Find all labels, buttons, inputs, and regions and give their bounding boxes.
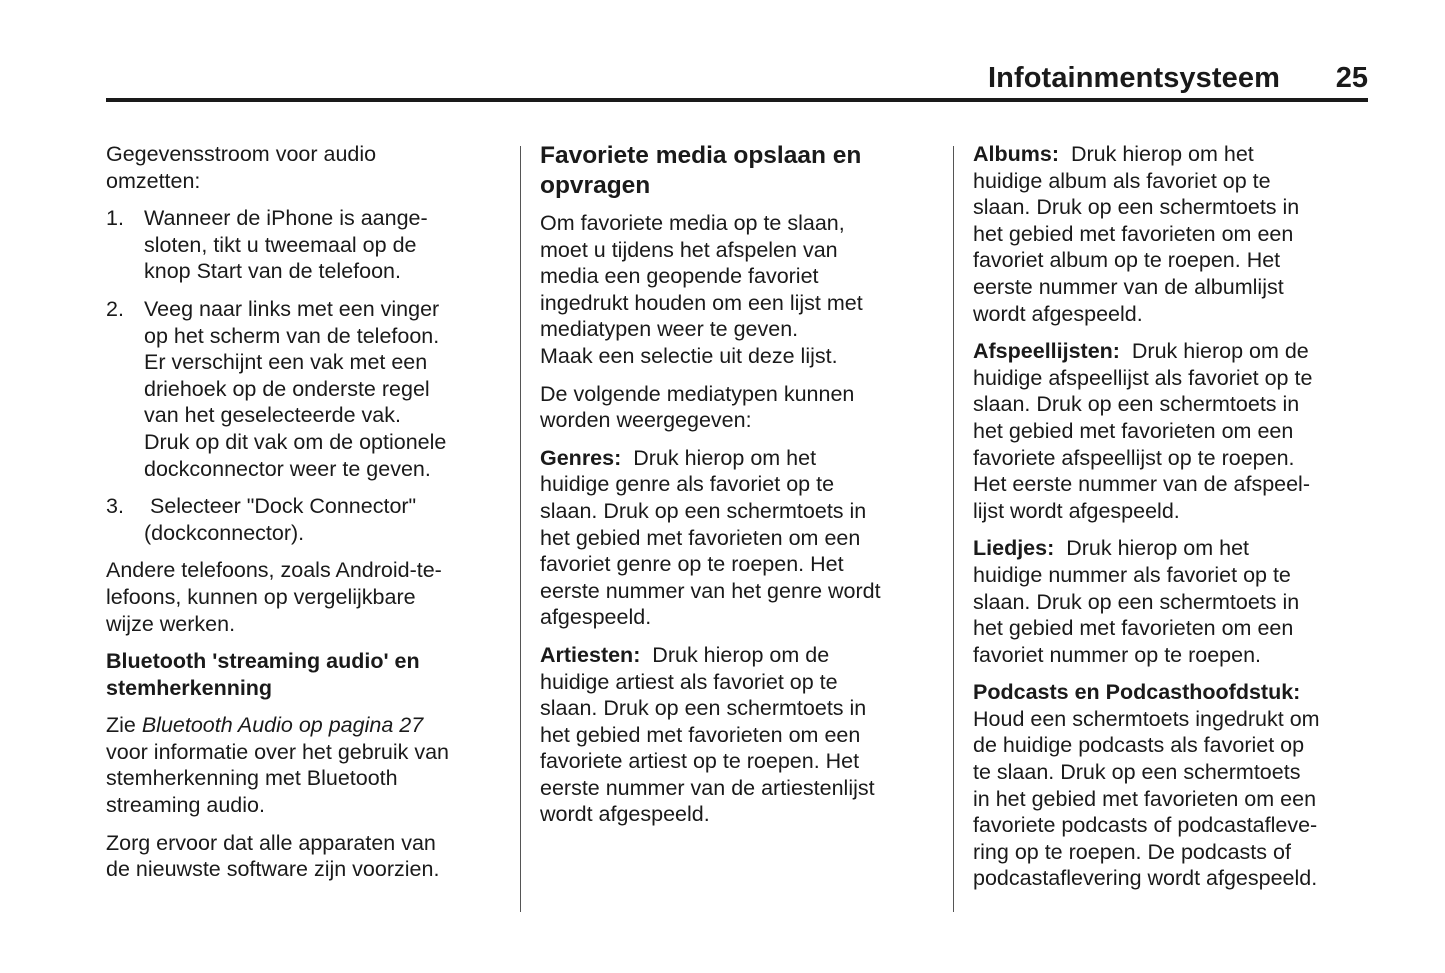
column-3	[973, 141, 1373, 903]
chapter-title: Infotainmentsysteem	[988, 62, 1280, 94]
paragraph-bluetooth-ref: Zie Bluetooth Audio op pagina 27 voor informatie over het gebruik van stemherkenning met Bluetooth streaming audio.	[106, 713, 449, 818]
term-label: Liedjes:	[973, 536, 1055, 561]
column-divider	[953, 146, 954, 912]
paragraph-favorites-intro: Om favoriete media op te slaan, moet u tijdens het afspelen van media een geopende favoriet ingedrukt houden om een lijst met mediatypen weer te geven. Maak een selectie uit deze lijst.	[540, 211, 863, 368]
column-divider	[520, 146, 521, 912]
list-number: 2.	[106, 296, 124, 321]
definition-songs: Liedjes: Druk hierop om het huidige nummer als favoriet op te slaan. Druk op een schermtoets in het gebied met favorieten om een favoriet nummer op te roepen.	[973, 536, 1300, 667]
definition-genres: Genres: Druk hierop om het huidige genre als favoriet op te slaan. Druk op een schermtoets in het gebied met favorieten om een favoriet genre op te roepen. Het eerste nummer van het genre wordt afgespeeld.	[540, 445, 881, 630]
definition-podcasts: Podcasts en Podcasthoofdstuk: Houd een schermtoets ingedrukt om de huidige podcasts als favoriet op te slaan. Druk op een schermtoets in het gebied met favorieten om een favoriete podcasts of podcastafleve- ring op te roepen. De podcasts of podcastaflevering wordt afgespeeld.	[973, 679, 1373, 892]
paragraph-update-note: Zorg ervoor dat alle apparaten van de nieuwste software zijn voorzien.	[106, 830, 440, 882]
term-label: Afspeellijsten:	[973, 339, 1120, 364]
page-header	[106, 58, 1368, 102]
term-label: Albums:	[973, 142, 1059, 166]
page-number: 25	[1335, 62, 1368, 94]
list-item: 3. Selecteer "Dock Connector" (dockconnector).	[106, 494, 417, 545]
list-number: 3.	[106, 494, 124, 519]
column-1	[106, 141, 506, 894]
definition-albums: Albums: Druk hierop om het huidige album als favoriet op te slaan. Druk op een schermtoets in het gebied met favorieten om een favoriet album op te roepen. Het eerste nummer van de albumlijst wordt afgespeeld.	[973, 142, 1300, 326]
list-item: 1. Wanneer de iPhone is aange- sloten, tikt u tweemaal op de knop Start van de telefoon.	[106, 206, 428, 284]
paragraph-types-intro: De volgende mediatypen kunnen worden weergegeven:	[540, 381, 855, 433]
cross-reference-link[interactable]: Bluetooth Audio op pagina 27	[141, 713, 424, 738]
section-heading-bluetooth: Bluetooth 'streaming audio' en stemherkenning	[106, 649, 420, 700]
paragraph-other-phones: Andere telefoons, zoals Android-te- lefoons, kunnen op vergelijkbare wijze werken.	[106, 558, 442, 636]
list-item: 2. Veeg naar links met een vinger op het scherm van de telefoon. Er verschijnt een vak met een driehoek op de onderste regel van het geselecteerde vak. Druk op dit vak om de optionele dockconnector weer te geven.	[106, 296, 447, 481]
list-number: 1.	[106, 206, 124, 231]
paragraph-intro: Gegevensstroom voor audio omzetten:	[106, 142, 377, 193]
term-label: Artiesten:	[540, 642, 641, 667]
term-label: Genres:	[540, 445, 622, 470]
column-2	[540, 141, 940, 839]
section-heading-favorites: Favoriete media opslaan en opvragen	[540, 142, 862, 199]
definition-artists: Artiesten: Druk hierop om de huidige artiest als favoriet op te slaan. Druk op een schermtoets in het gebied met favorieten om een favoriete artiest op te roepen. Het eerste nummer van de artiestenlijst wordt afgespeeld.	[540, 642, 875, 827]
header-rule	[106, 98, 1368, 102]
term-label: Podcasts en Podcasthoofdstuk:	[973, 680, 1301, 705]
definition-playlists: Afspeellijsten: Druk hierop om de huidige afspeellijst als favoriet op te slaan. Druk op een schermtoets in het gebied met favorieten om een favoriete afspeellijst op te roepen. Het eerste nummer van de afspeel- lijst wordt afgespeeld.	[973, 339, 1313, 523]
